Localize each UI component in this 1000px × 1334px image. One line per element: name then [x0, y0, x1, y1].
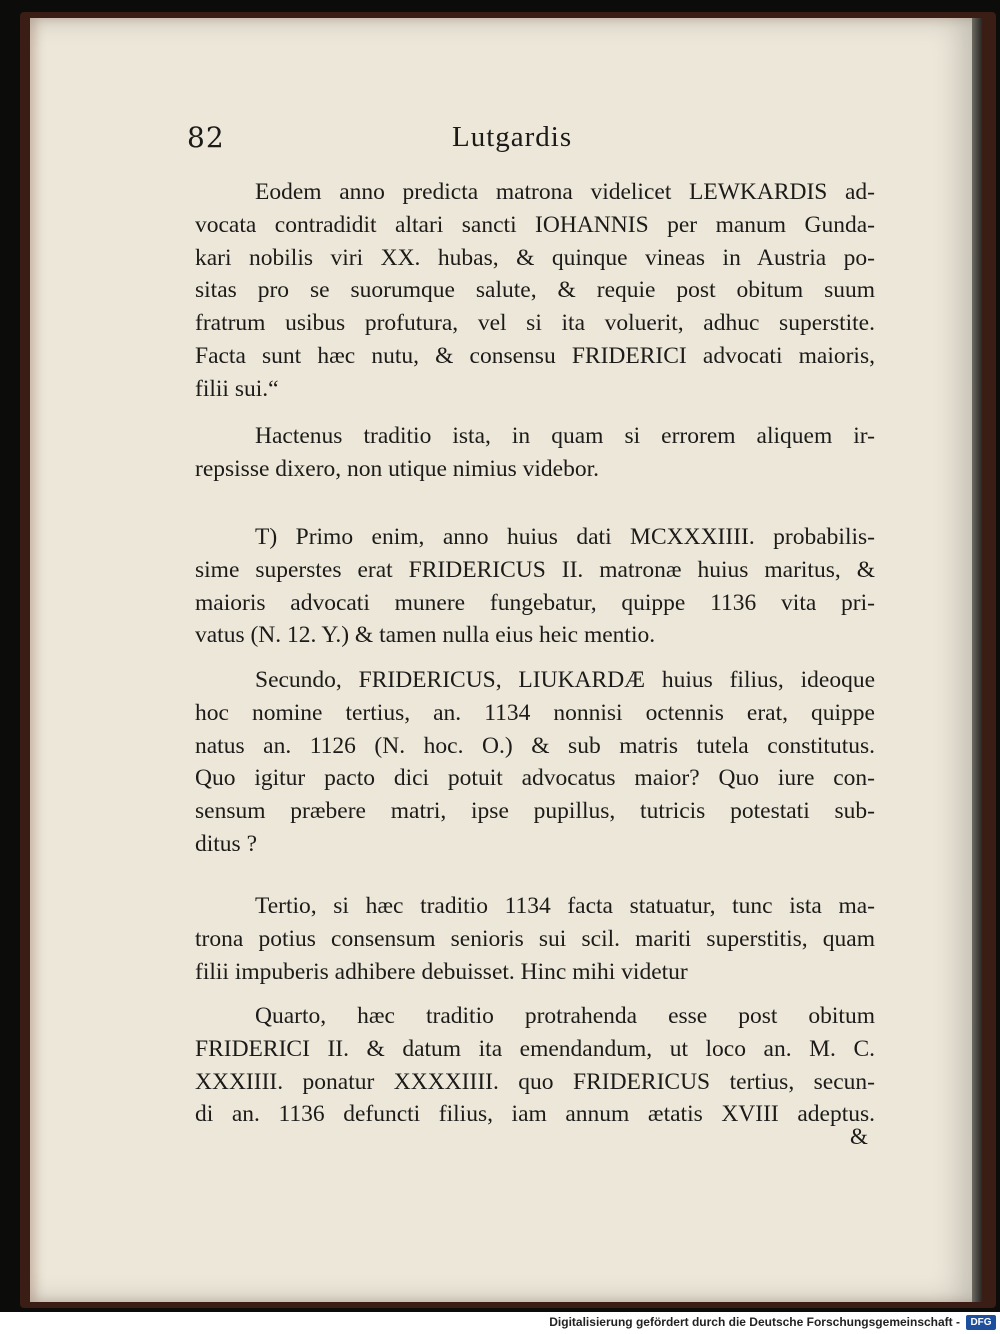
text-line: Facta sunt hæc nutu, & consensu FRIDERICI advocati maioris, [195, 342, 875, 369]
text-line: kari nobilis viri XX. hubas, & quinque vineas in Austria po- [195, 244, 875, 271]
text-line: Quarto, hæc traditio protrahenda esse post obitum [255, 1003, 875, 1029]
text-line: repsisse dixero, non utique nimius videbor. [195, 455, 600, 482]
text-line: T) Primo enim, anno huius dati MCXXXIIII. probabilis- [255, 524, 875, 550]
paragraph-1 [195, 176, 875, 406]
text-line: trona potius consensum senioris sui scil. mariti superstitis, quam [195, 925, 875, 952]
paragraph-2 [195, 420, 875, 486]
page-edge [972, 18, 982, 1302]
page-number: 82 [187, 121, 225, 154]
paragraph-4 [195, 664, 875, 861]
text-line: ditus ? [195, 830, 258, 857]
text-line: vatus (N. 12. Y.) & tamen nulla eius heic mentio. [195, 622, 656, 649]
text-line: FRIDERICI II. & datum ita emendandum, ut loco an. M. C. [195, 1035, 875, 1062]
digitization-footer [0, 1312, 1000, 1334]
dfg-logo: DFG [966, 1315, 996, 1330]
text-line: maioris advocati munere fungebatur, quippe 1136 vita pri- [195, 589, 875, 616]
text-line: vocata contradidit altari sancti IOHANNIS per manum Gunda- [195, 211, 875, 238]
running-head: Lutgardis [452, 121, 573, 153]
paragraph-3 [195, 521, 875, 652]
text-line: XXXIIII. ponatur XXXXIIII. quo FRIDERICUS tertius, secun- [195, 1068, 875, 1095]
text-line: Tertio, si hæc traditio 1134 facta statuatur, tunc ista ma- [255, 893, 875, 919]
text-line: natus an. 1126 (N. hoc. O.) & sub matris tutela constitutus. [195, 732, 875, 759]
text-line: Quo igitur pacto dici potuit advocatus maior? Quo iure con- [195, 765, 875, 792]
paragraph-5 [195, 890, 875, 988]
footer-credit-text: Digitalisierung gefördert durch die Deutsche Forschungsgemeinschaft - [549, 1315, 960, 1329]
catchword: & [850, 1124, 868, 1149]
text-line: hoc nomine tertius, an. 1134 nonnisi octennis erat, quippe [195, 699, 875, 726]
text-line: fratrum usibus profutura, vel si ita voluerit, adhuc superstite. [195, 310, 875, 337]
text-line: filii sui.“ [195, 375, 279, 402]
text-line: sensum præbere matri, ipse pupillus, tutricis potestati sub- [195, 798, 875, 825]
text-line: di an. 1136 defuncti filius, iam annum ætatis XVIII adeptus. [195, 1101, 875, 1128]
paragraph-6 [195, 1000, 875, 1131]
text-line: Secundo, FRIDERICUS, LIUKARDÆ huius filius, ideoque [255, 667, 875, 693]
text-line: sime superstes erat FRIDERICUS II. matronæ huius maritus, & [195, 556, 875, 583]
text-line: Hactenus traditio ista, in quam si errorem aliquem ir- [255, 423, 875, 449]
text-line: filii impuberis adhibere debuisset. Hinc mihi videtur [195, 958, 688, 985]
text-line: Eodem anno predicta matrona videlicet LEWKARDIS ad- [255, 179, 875, 205]
text-line: sitas pro se suorumque salute, & requie post obitum suum [195, 277, 875, 304]
